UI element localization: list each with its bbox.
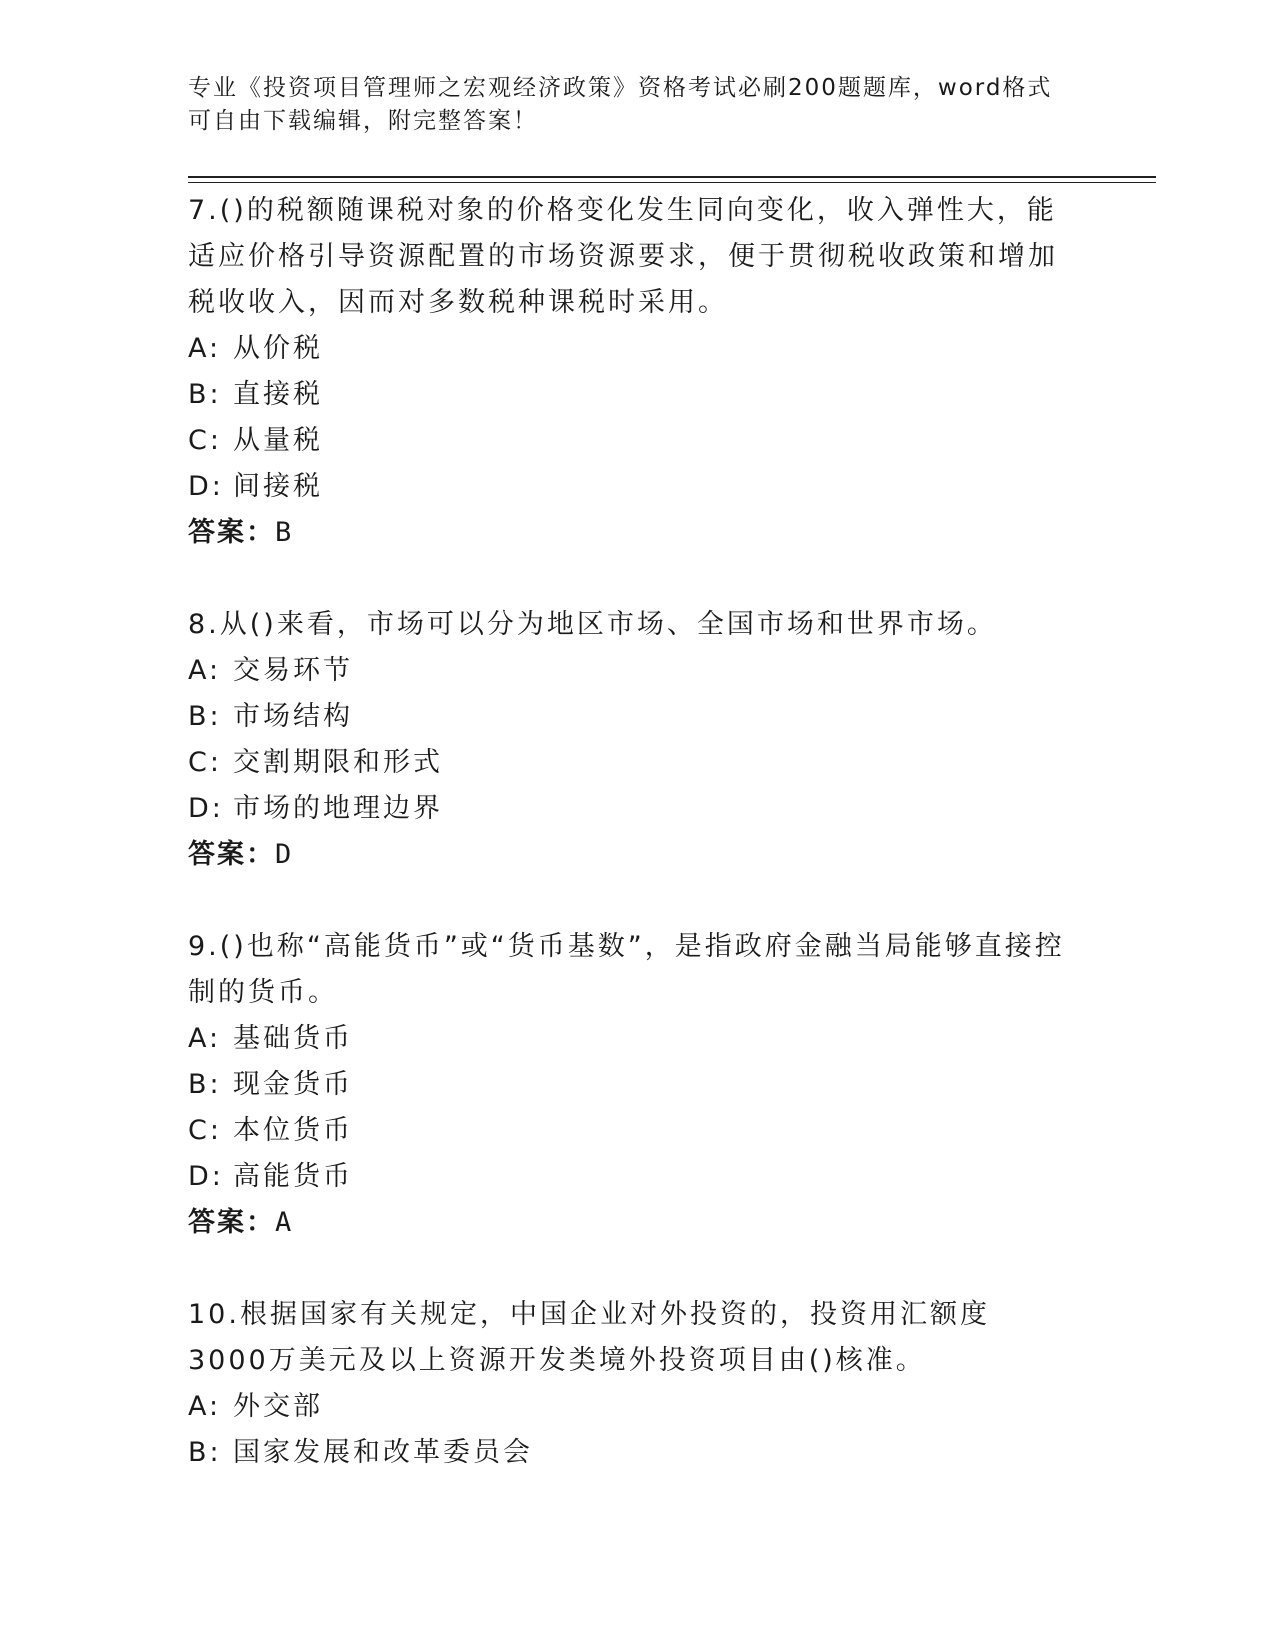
option-letter: A: — [188, 1023, 222, 1054]
option-text: 从价税 — [233, 333, 323, 364]
option-letter: D: — [188, 471, 224, 502]
option-letter: A: — [188, 1391, 222, 1422]
option-text: 市场的地理边界 — [233, 793, 443, 824]
question-text: 8.从()来看，市场可以分为地区市场、全国市场和世界市场。 — [188, 609, 997, 640]
option-a — [188, 326, 1068, 372]
option-letter: B: — [188, 701, 222, 732]
option-a — [188, 648, 1068, 694]
option-b — [188, 1062, 1068, 1108]
option-text: 间接税 — [233, 471, 323, 502]
answer-label: 答案： — [188, 1207, 275, 1238]
option-b — [188, 1430, 1068, 1476]
answer-value: B — [275, 517, 294, 548]
option-c — [188, 418, 1068, 464]
option-text: 直接税 — [233, 379, 323, 410]
document-header: 专业《投资项目管理师之宏观经济政策》资格考试必刷200题题库，word格式可自由下载编辑，附完整答案！ — [188, 75, 1053, 134]
option-c — [188, 740, 1068, 786]
option-b — [188, 372, 1068, 418]
option-letter: B: — [188, 1069, 222, 1100]
answer-value: A — [275, 1207, 294, 1238]
question-text: 7.()的税额随课税对象的价格变化发生同向变化，收入弹性大，能适应价格引导资源配置的市场资源要求，便于贯彻税收政策和增加税收收入，因而对多数税种课税时采用。 — [188, 195, 1058, 318]
option-text: 外交部 — [233, 1391, 323, 1422]
option-letter: A: — [188, 655, 222, 686]
option-text: 本位货币 — [233, 1115, 353, 1146]
option-b — [188, 694, 1068, 740]
question-9 — [188, 924, 1068, 1246]
header-divider — [188, 176, 1156, 178]
answer-value: D — [275, 839, 294, 870]
option-text: 交易环节 — [233, 655, 353, 686]
option-a — [188, 1016, 1068, 1062]
question-10 — [188, 1292, 1068, 1476]
question-text: 10.根据国家有关规定，中国企业对外投资的，投资用汇额度3000万美元及以上资源开发类境外投资项目由()核准。 — [188, 1299, 990, 1376]
option-letter: A: — [188, 333, 222, 364]
option-letter: D: — [188, 793, 224, 824]
option-text: 现金货币 — [233, 1069, 353, 1100]
answer-line — [188, 832, 1068, 878]
option-letter: B: — [188, 379, 222, 410]
answer-label: 答案： — [188, 839, 275, 870]
option-d — [188, 1154, 1068, 1200]
question-text: 9.()也称“高能货币”或“货币基数”，是指政府金融当局能够直接控制的货币。 — [188, 931, 1065, 1008]
option-text: 高能货币 — [233, 1161, 353, 1192]
option-letter: C: — [188, 1115, 222, 1146]
option-text: 从量税 — [233, 425, 323, 456]
option-c — [188, 1108, 1068, 1154]
option-letter: C: — [188, 425, 222, 456]
option-text: 交割期限和形式 — [233, 747, 443, 778]
question-8 — [188, 602, 1068, 878]
option-text: 基础货币 — [233, 1023, 353, 1054]
option-text: 市场结构 — [233, 701, 353, 732]
option-a — [188, 1384, 1068, 1430]
answer-line — [188, 1200, 1068, 1246]
answer-label: 答案： — [188, 517, 275, 548]
option-letter: B: — [188, 1437, 222, 1468]
question-list — [188, 188, 1068, 1522]
answer-line — [188, 510, 1068, 556]
option-text: 国家发展和改革委员会 — [233, 1437, 533, 1468]
option-letter: C: — [188, 747, 222, 778]
option-d — [188, 464, 1068, 510]
option-letter: D: — [188, 1161, 224, 1192]
option-d — [188, 786, 1068, 832]
question-7 — [188, 188, 1068, 556]
header-divider-thin — [188, 182, 1156, 183]
